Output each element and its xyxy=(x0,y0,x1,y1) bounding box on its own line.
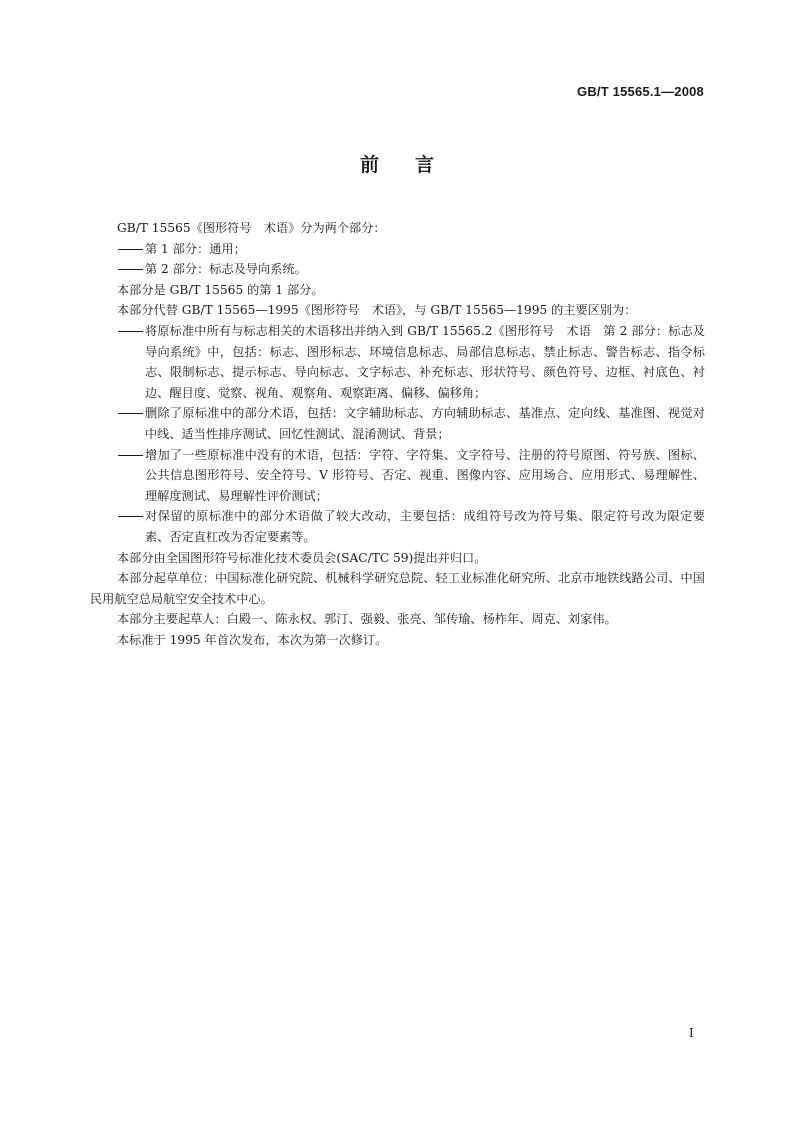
list-item-text: 增加了一些原标准中没有的术语，包括：字符、字符集、文字符号、注册的符号原图、符号族、图标、公共信息图形符号、安全符号、V 形符号、否定、视重、图像内容、应用场合、应用形式、易理解性、理解度测试、易理解性评价测试； xyxy=(145,447,705,503)
list-item-text: 将原标准中所有与标志相关的术语移出并纳入到 GB/T 15565.2《图形符号 术语 第 2 部分：标志及导向系统》中，包括：标志、图形标志、环境信息标志、局部信息标志、禁止标志、警告标志、指令标志、限制标志、提示标志、导向标志、文字标志、补充标志、形状符号、颜色符号、边框、衬底色、衬边、醒目度、觉察、视角、观察角、观察距离、偏移、偏移角； xyxy=(145,323,705,400)
history-paragraph: 本标准于 1995 年首次发布，本次为第一次修订。 xyxy=(117,632,388,647)
page-title: 前言 xyxy=(359,154,470,176)
list-item-text: 第 2 部分：标志及导向系统。 xyxy=(145,262,307,277)
list-item-change4 xyxy=(117,506,705,547)
page-number: I xyxy=(689,1026,694,1040)
drafting-units-paragraph: 本部分起草单位：中国标准化研究院、机械科学研究总院、轻工业标准化研究所、北京市地铁线路公司、中国民用航空总局航空安全技术中心。 xyxy=(90,571,705,606)
list-item-text: 对保留的原标准中的部分术语做了较大改动，主要包括：成组符号改为符号集、限定符号改为限定要素、否定直杠改为否定要素等。 xyxy=(145,509,705,544)
list-item-part1 xyxy=(117,239,705,260)
list-item-part2 xyxy=(117,259,705,280)
intro-paragraph: GB/T 15565《图形符号 术语》分为两个部分： xyxy=(117,221,386,235)
list-item-text: 第 1 部分：通用； xyxy=(145,241,246,256)
standard-number: GB/T 15565.1—2008 xyxy=(577,84,704,99)
list-item-change1 xyxy=(117,321,705,403)
drafters-paragraph: 本部分主要起草人：白殿一、陈永权、郭汀、强毅、张亮、邹传瑜、杨柞年、周克、刘家伟。 xyxy=(117,612,617,627)
list-item-change2 xyxy=(117,403,705,444)
foreword-body xyxy=(90,218,705,650)
this-part-paragraph: 本部分是 GB/T 15565 的第 1 部分。 xyxy=(117,282,324,297)
list-item-text: 删除了原标准中的部分术语，包括：文字辅助标志、方向辅助标志、基准点、定向线、基准图、视觉对中线、适当性排序测试、回忆性测试、混淆测试、背景； xyxy=(145,406,705,441)
replaces-paragraph: 本部分代替 GB/T 15565—1995《图形符号 术语》，与 GB/T 15565—1995 的主要区别为： xyxy=(117,303,637,318)
list-item-change3 xyxy=(117,445,705,507)
proposed-paragraph: 本部分由全国图形符号标准化技术委员会(SAC/TC 59)提出并归口。 xyxy=(117,550,487,565)
